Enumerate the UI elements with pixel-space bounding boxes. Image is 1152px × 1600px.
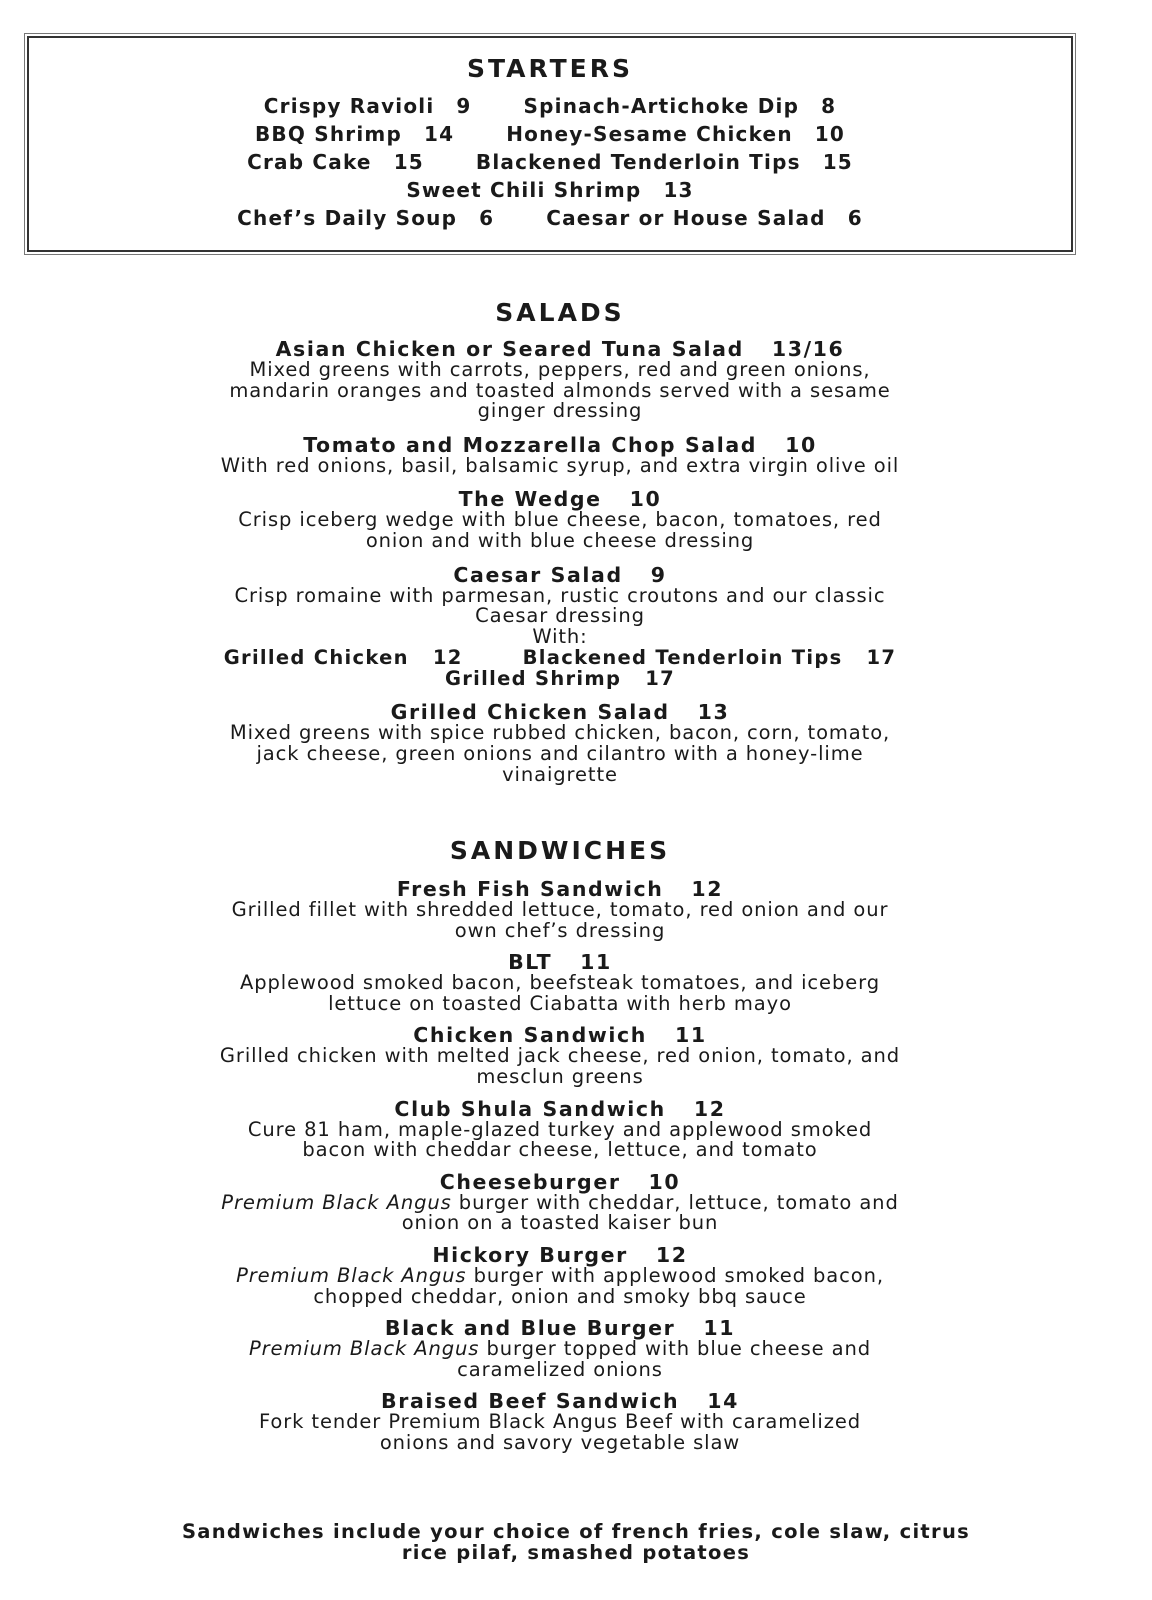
addon-price: 17 (645, 667, 676, 691)
item-description: Applewood smoked bacon, beefsteak tomatoes, and iceberg (240, 971, 880, 995)
item-name: Cheeseburger (439, 1169, 621, 1194)
item-description: caramelized onions (457, 1357, 663, 1381)
item-description: Caesar dressing (475, 604, 645, 628)
menu-item (60, 564, 1060, 690)
menu-item (60, 1024, 1060, 1087)
item-name-row (60, 1317, 1060, 1339)
starter-name: Spinach-Artichoke Dip (523, 94, 800, 118)
item-name: BLT (508, 950, 553, 975)
starter-name: Honey-Sesame Chicken (506, 122, 793, 146)
menu-item (60, 701, 1060, 785)
item-name: Black and Blue Burger (384, 1316, 676, 1341)
item-price: 13/16 (771, 337, 845, 361)
item-name-row (60, 701, 1060, 723)
menu-item (60, 434, 1060, 477)
item-name: Asian Chicken or Seared Tuna Salad (275, 337, 744, 361)
starters-row (29, 204, 1071, 232)
starter-name: Blackened Tenderloin Tips (475, 150, 801, 174)
salads-section (60, 298, 1060, 795)
item-price: 11 (703, 1316, 736, 1341)
item-description: onion on a toasted kaiser bun (401, 1211, 719, 1235)
item-description: Crisp romaine with parmesan, rustic croutons and our classic (234, 583, 886, 607)
menu-item (60, 1390, 1060, 1453)
item-description: Cure 81 ham, maple-glazed turkey and applewood smoked (247, 1117, 873, 1141)
menu-item (60, 1317, 1060, 1380)
starter-price: 9 (456, 94, 472, 118)
item-name-row (60, 878, 1060, 900)
item-description: Fork tender Premium Black Angus Beef with caramelized (258, 1410, 862, 1434)
item-name-row (60, 951, 1060, 973)
item-description: Mixed greens with spice rubbed chicken, bacon, corn, tomato, (229, 721, 891, 745)
item-price: 11 (674, 1023, 707, 1048)
starter-price: 13 (663, 178, 694, 202)
item-name: Grilled Chicken Salad (390, 700, 670, 725)
item-description: jack cheese, green onions and cilantro with a honey-lime (256, 741, 864, 765)
item-price: 12 (693, 1096, 726, 1121)
starter-name: Caesar or House Salad (546, 206, 826, 230)
item-description: Mixed greens with carrots, peppers, red and green onions, (249, 358, 871, 381)
starter-price: 6 (479, 206, 495, 230)
item-description: With: (532, 624, 588, 648)
item-name-row (60, 564, 1060, 586)
starter-name: Crispy Ravioli (263, 94, 435, 118)
item-description-row (60, 1263, 1060, 1287)
item-description: lettuce on toasted Ciabatta with herb mayo (328, 991, 792, 1015)
starter-name: Crab Cake (247, 150, 372, 174)
item-brand-emphasis: Premium Black Angus (221, 1190, 452, 1214)
menu-item (60, 951, 1060, 1014)
item-description: onion and with blue cheese dressing (365, 528, 755, 552)
addon-name: Grilled Shrimp (444, 667, 622, 691)
item-name-row (60, 434, 1060, 456)
item-description: burger with applewood smoked bacon, (466, 1263, 884, 1287)
addon-row (60, 647, 1060, 668)
item-name: Fresh Fish Sandwich (396, 877, 664, 901)
item-price: 10 (648, 1169, 681, 1194)
item-description: mandarin oranges and toasted almonds served with a sesame (229, 378, 891, 402)
item-name: Caesar Salad (453, 562, 623, 587)
item-price: 10 (629, 487, 662, 512)
menu-item (60, 878, 1060, 941)
starter-price: 8 (821, 94, 837, 118)
item-name-row (60, 488, 1060, 510)
starters-row (29, 176, 1071, 204)
item-description: Crisp iceberg wedge with blue cheese, bacon, tomatoes, red (238, 508, 882, 532)
item-description: bacon with cheddar cheese, lettuce, and tomato (302, 1138, 818, 1162)
item-brand-emphasis: Premium Black Angus (248, 1337, 480, 1361)
addon-name: Grilled Chicken (223, 646, 409, 670)
item-name: Braised Beef Sandwich (381, 1389, 680, 1414)
item-price: 11 (580, 950, 612, 975)
item-description-row (60, 1190, 1060, 1214)
menu-item (60, 1171, 1060, 1234)
starters-row (29, 148, 1071, 176)
item-description-row (60, 1339, 1060, 1360)
item-description: own chef’s dressing (454, 918, 666, 942)
item-name-row (60, 1244, 1060, 1266)
item-price: 12 (655, 1242, 688, 1267)
menu-item (60, 338, 1060, 422)
addon-price: 17 (866, 646, 897, 670)
item-description: burger with cheddar, lettuce, tomato and (451, 1190, 899, 1214)
item-description: chopped cheddar, onion and smoky bbq sauce (313, 1284, 807, 1308)
starters-box (27, 36, 1073, 252)
item-name-row (60, 1171, 1060, 1193)
item-name-row (60, 1098, 1060, 1120)
item-name: Club Shula Sandwich (394, 1096, 666, 1121)
item-price: 13 (697, 700, 730, 725)
item-name: Chicken Sandwich (413, 1023, 647, 1048)
salads-title: SALADS (495, 298, 625, 327)
starter-price: 15 (822, 150, 853, 174)
menu-item (60, 488, 1060, 551)
item-name: Tomato and Mozzarella Chop Salad (303, 432, 758, 457)
starter-price: 10 (814, 122, 845, 146)
item-price: 10 (785, 432, 817, 457)
item-name-row (60, 1024, 1060, 1046)
menu-item (60, 1098, 1060, 1161)
item-name-row (60, 1390, 1060, 1412)
item-price: 9 (650, 562, 667, 587)
item-description: vinaigrette (502, 762, 618, 786)
addon-price: 12 (432, 646, 463, 670)
sandwich-sides-note (20, 1521, 1132, 1563)
item-description: mesclun greens (476, 1064, 644, 1088)
item-description: Grilled fillet with shredded lettuce, tomato, red onion and our (231, 898, 889, 921)
starter-price: 15 (393, 150, 424, 174)
starters-row (29, 120, 1071, 148)
item-description: ginger dressing (477, 399, 643, 423)
starter-name: BBQ Shrimp (254, 122, 402, 146)
footer-line: rice pilaf, smashed potatoes (401, 1541, 751, 1564)
starter-name: Sweet Chili Shrimp (406, 178, 642, 202)
footer-line: Sandwiches include your choice of french fries, cole slaw, citrus (181, 1520, 971, 1543)
starters-row (29, 92, 1071, 120)
item-description: onions and savory vegetable slaw (379, 1430, 741, 1454)
item-brand-emphasis: Premium Black Angus (236, 1263, 467, 1287)
addon-row (60, 668, 1060, 689)
item-price: 12 (691, 877, 724, 901)
item-name: The Wedge (458, 487, 602, 512)
sandwiches-section (60, 836, 1060, 1464)
item-description: With red onions, basil, balsamic syrup, and extra virgin olive oil (220, 453, 900, 477)
item-price: 14 (707, 1389, 739, 1414)
item-name: Hickory Burger (432, 1242, 628, 1267)
item-description: Grilled chicken with melted jack cheese, red onion, tomato, and (219, 1044, 901, 1068)
starters-title: STARTERS (467, 54, 633, 83)
menu-item (60, 1244, 1060, 1307)
starter-price: 14 (423, 122, 455, 146)
sandwiches-title: SANDWICHES (449, 836, 671, 865)
starter-price: 6 (847, 206, 863, 230)
item-name-row (60, 338, 1060, 360)
addon-name: Blackened Tenderloin Tips (522, 646, 843, 670)
item-description: burger topped with blue cheese and (479, 1337, 872, 1361)
starter-name: Chef’s Daily Soup (237, 206, 458, 230)
